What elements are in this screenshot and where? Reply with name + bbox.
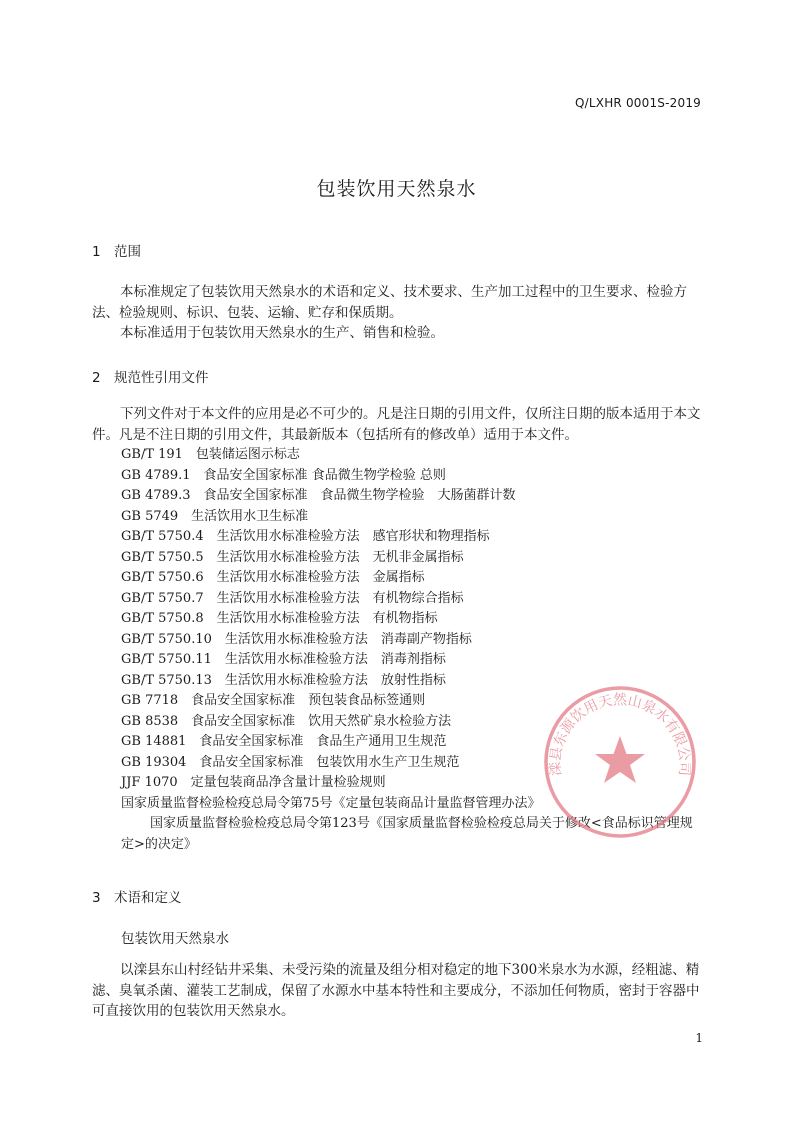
document-code: Q/LXHR 0001S-2019 xyxy=(575,96,701,110)
reference-item: GB/T 5750.8 生活饮用水标准检验方法 有机物指标 xyxy=(121,611,438,626)
document-title: 包装饮用天然泉水 xyxy=(316,178,477,200)
reference-item: GB/T 191 包装储运图示标志 xyxy=(121,447,300,462)
section-1-body xyxy=(92,282,704,344)
section-title: 术语和定义 xyxy=(114,890,182,906)
reference-item: GB 7718 食品安全国家标准 预包装食品标签通则 xyxy=(121,693,426,708)
reference-item: GB 4789.3 食品安全国家标准 食品微生物学检验 大肠菌群计数 xyxy=(121,488,516,503)
section-1-heading xyxy=(92,240,141,260)
reference-item: GB/T 5750.13 生活饮用水标准检验方法 放射性指标 xyxy=(121,672,446,688)
section-title: 规范性引用文件 xyxy=(114,370,209,386)
reference-line: 国家质量监督检验检疫总局令第123号《国家质量监督检验检疫总局关于修改<食品标识管理规 xyxy=(150,816,693,831)
term-heading: 包装饮用天然泉水 xyxy=(121,931,229,947)
paragraph: 下列文件对于本文件的应用是必不可少的。凡是注日期的引用文件，仅所注日期的版本适用于本文件。凡是不注日期的引用文件，其最新版本（包括所有的修改单）适用于本文件。 xyxy=(92,406,701,443)
reference-item: GB 5749 生活饮用水卫生标准 xyxy=(121,508,309,524)
reference-item: GB 8538 食品安全国家标准 饮用天然矿泉水检验方法 xyxy=(121,713,452,729)
paragraph: 本标准适用于包装饮用天然泉水的生产、销售和检验。 xyxy=(120,325,444,341)
section-number: 3 xyxy=(92,890,101,906)
paragraph: 本标准规定了包装饮用天然泉水的术语和定义、技术要求、生产加工过程中的卫生要求、检验方法、检验规则、标识、包装、运输、贮存和保质期。 xyxy=(92,284,687,321)
reference-item: GB/T 5750.7 生活饮用水标准检验方法 有机物综合指标 xyxy=(121,590,464,606)
section-2-heading xyxy=(92,366,209,386)
reference-item: GB/T 5750.4 生活饮用水标准检验方法 感官形状和物理指标 xyxy=(121,529,490,544)
reference-item: GB 14881 食品安全国家标准 食品生产通用卫生规范 xyxy=(121,734,447,749)
reference-item: GB 19304 食品安全国家标准 包装饮用水生产卫生规范 xyxy=(121,754,460,770)
reference-item: GB/T 5750.5 生活饮用水标准检验方法 无机非金属指标 xyxy=(121,549,464,565)
seal-text: 滦县东源饮用天然山泉水有限公司 xyxy=(547,692,693,777)
section-3-heading xyxy=(92,886,182,906)
company-seal xyxy=(540,682,700,842)
term-definition xyxy=(92,960,704,1022)
paragraph: 以滦县东山村经钻井采集、未受污染的流量及组分相对稳定的地下300米泉水为水源，经粗滤、精滤、臭氧杀菌、灌装工艺制成，保留了水源水中基本特性和主要成分，不添加任何物质，密封于容器中可直接饮用的包装饮用天然泉水。 xyxy=(92,962,700,1019)
seal-star-icon xyxy=(595,736,645,783)
section-number: 2 xyxy=(92,370,101,386)
reference-item: GB/T 5750.11 生活饮用水标准检验方法 消毒剂指标 xyxy=(121,652,446,667)
reference-item: 国家质量监督检验检疫总局令第75号《定量包装商品计量监督管理办法》 xyxy=(121,795,541,811)
page-number: 1 xyxy=(695,1031,703,1045)
section-title: 范围 xyxy=(114,244,141,260)
section-number: 1 xyxy=(92,244,101,260)
reference-item: GB 4789.1 食品安全国家标准 食品微生物学检验 总则 xyxy=(121,467,446,483)
reference-item: JJF 1070 定量包装商品净含量计量检验规则 xyxy=(121,775,386,790)
reference-item: GB/T 5750.6 生活饮用水标准检验方法 金属指标 xyxy=(121,570,425,585)
reference-line: 定>的决定》 xyxy=(121,836,197,852)
reference-item: GB/T 5750.10 生活饮用水标准检验方法 消毒副产物指标 xyxy=(121,631,472,647)
section-2-intro xyxy=(92,404,704,445)
